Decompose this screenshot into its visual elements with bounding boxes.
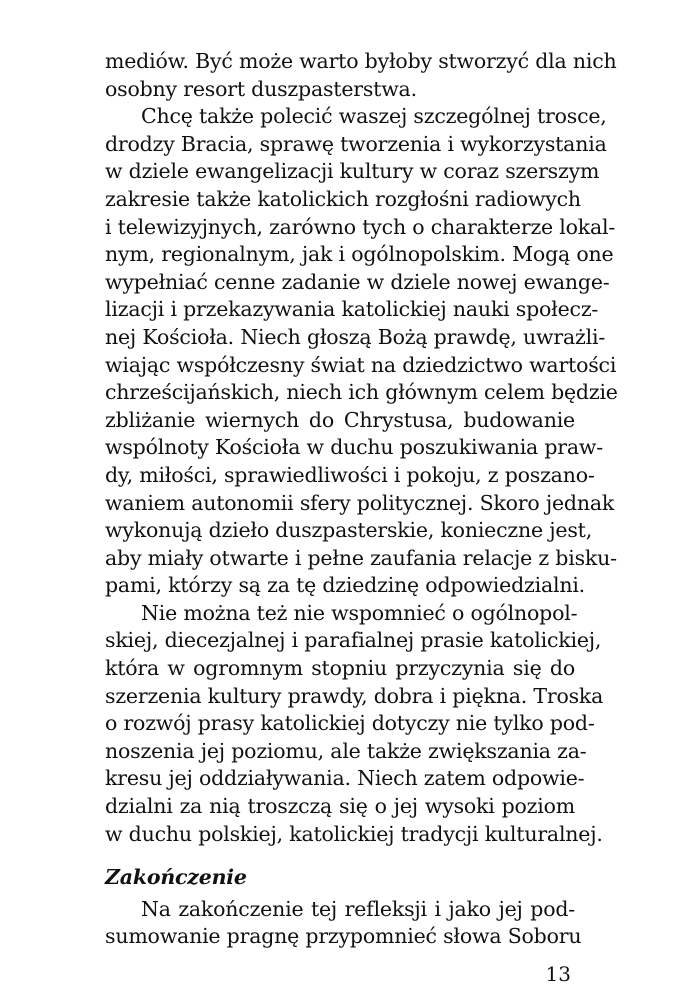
text-line: chrześcijańskich, niech ich głównym celem będzie — [105, 380, 618, 405]
text-line: Nie można też nie wspomnieć o ogólnopol- — [141, 600, 578, 625]
text-line: lizacji i przekazywania katolickiej nauki społecz- — [105, 297, 599, 322]
text-line: zakresie także katolickich rozgłośni radiowych — [105, 186, 581, 211]
text-line: nym, regionalnym, jak i ogólnopolskim. Mogą one — [105, 242, 614, 267]
text-line: wypełniać cenne zadanie w dziele nowej ewange- — [105, 269, 610, 294]
text-line: kresu jej oddziaływania. Niech zatem odpowie- — [105, 766, 585, 791]
text-line: aby miały otwarte i pełne zaufania relacje z bisku- — [105, 545, 617, 570]
text-line: nej Kościoła. Niech głoszą Bożą prawdę, uwrażli- — [105, 324, 606, 349]
text-line: o rozwój prasy katolickiej dotyczy nie tylko pod- — [105, 711, 595, 736]
text-line: Chcę także polecić waszej szczególnej trosce, — [141, 104, 607, 129]
text-line: noszenia jej poziomu, ale także zwiększania za- — [105, 738, 587, 763]
section-heading: Zakończenie — [105, 865, 247, 890]
text-line: sumowanie pragnę przypomnieć słowa Soboru — [105, 924, 582, 949]
text-line: osobny resort duszpasterstwa. — [105, 76, 417, 101]
text-line: skiej, diecezjalnej i parafialnej prasie katolickiej, — [105, 628, 602, 653]
body-text — [105, 48, 618, 951]
text-line: drodzy Bracia, sprawę tworzenia i wykorzystania — [105, 131, 607, 156]
text-line: zbliżanie wiernych do Chrystusa, budowanie — [105, 407, 575, 432]
text-line: Na zakończenie tej refleksji i jako jej pod- — [141, 896, 575, 921]
text-line: w duchu polskiej, katolickiej tradycji kulturalnej. — [105, 821, 603, 846]
text-line: która w ogromnym stopniu przyczynia się do — [105, 656, 575, 681]
text-line: dy, miłości, sprawiedliwości i pokoju, z poszano- — [105, 462, 595, 487]
page-number: 13 — [545, 962, 571, 986]
text-line: wiając współczesny świat na dziedzictwo wartości — [105, 352, 617, 377]
text-line: dzialni za nią troszczą się o jej wysoki poziom — [105, 794, 575, 819]
text-line: w dziele ewangelizacji kultury w coraz szerszym — [105, 159, 600, 184]
text-line: wykonują dzieło duszpasterskie, konieczne jest, — [105, 518, 593, 543]
text-line: pami, którzy są za tę dziedzinę odpowiedzialni. — [105, 573, 585, 598]
text-line: wspólnoty Kościoła w duchu poszukiwania praw- — [105, 435, 604, 460]
text-line: szerzenia kultury prawdy, dobra i piękna. Troska — [105, 683, 604, 708]
text-line: waniem autonomii sfery politycznej. Skoro jednak — [105, 490, 615, 515]
text-line: mediów. Być może warto byłoby stworzyć dla nich — [105, 49, 617, 73]
text-line: i telewizyjnych, zarówno tych o charakterze lokal- — [105, 214, 616, 239]
